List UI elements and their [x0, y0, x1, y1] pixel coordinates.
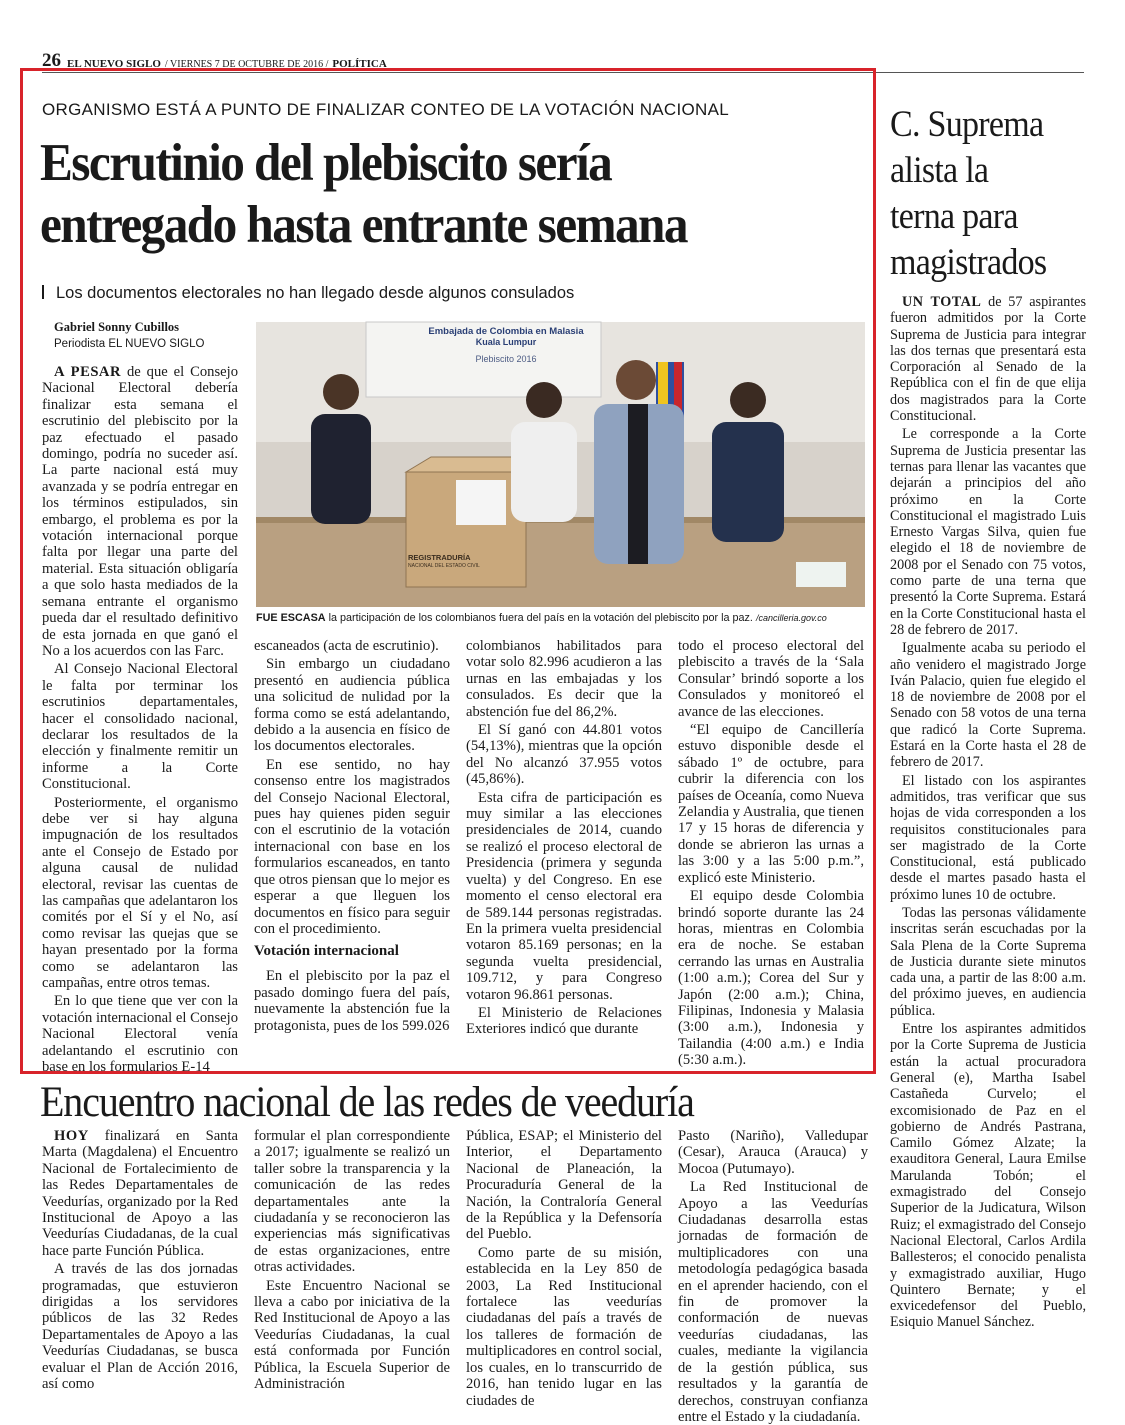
caption-text: la participación de los colombianos fuera del país en la votación del plebiscito por la paz. [325, 612, 753, 624]
banner-line-1: Embajada de Colombia en Malasia [428, 326, 584, 337]
paragraph: “El equipo de Cancillería estuvo disponible desde el sábado 1º de octubre, para cubrir la diferencia con los países de Oceanía, como Nueva Zelandia y Australia, que tienen 17 y 15 horas de diferencia y donde se abrieron las urnas a las 3:00 y a las 5:00 p.m.”, explicó este Ministerio. [678, 722, 865, 886]
paragraph: Como parte de su misión, establecida en la Ley 850 de 2003, La Red Institucional fortalece las veedurías ciudadanas del país a través de los talleres de formación de multiplicadores en control social, los cuales, en lo transcurrido de 2016, han tenido lugar en las ciudades de [466, 1244, 662, 1409]
main-article-column-1 [42, 364, 238, 1076]
paragraph: En lo que tiene que ver con la votación internacional el Consejo Nacional Electoral venía adelantando el escrutinio con base en los formularios E-14 [42, 993, 238, 1076]
paragraph: En el plebiscito por la paz el pasado domingo fuera del país, nuevamente la abstención fue la protagonista, pues de los 599.026 [254, 968, 450, 1034]
banner-line-3: Plebiscito 2016 [475, 354, 537, 364]
paragraph: A PESAR de que el Consejo Nacional Electoral debería finalizar esta semana el escrutinio del plebiscito por la paz efectuado el pasado domingo, podría no suceder así. La parte nacional está muy avanzada y se podría entregar en los términos estipulados, sin embargo, el problema es por la votación internacional porque falta por llegar una parte del material. Esta situación obligaría a que solo hasta mediados de la semana entrante el organismo pueda dar el resultado definitivo de esta jornada en que ganó el No a los acuerdos con las Farc. [42, 364, 238, 659]
paragraph: El Sí ganó con 44.801 votos (54,13%), mientras que la opción del No alcanzó 37.955 votos (45,86%). [466, 722, 662, 788]
paragraph: Posteriormente, el organismo debe ver si hay alguna impugnación de los resultados ante el Consejo de Estado por alguna causal de nulidad electoral, revisar las cuentas de las campañas que adelantaron los comités por el Sí y el No, así como revisar las quejas que se hayan presentado por la forma como se adelantaron las campañas, entre otros temas. [42, 794, 238, 992]
paragraph: El equipo desde Colombia brindó soporte durante las 24 horas, mientras en Colombia era de noche. Se estaban cerrando las urnas en Australia (1:00 a.m.); Corea del Sur y Japón (2:00 a.m.); China, Filipinas, Indonesia y Malasia (3:00 a.m.), Indonesia y Tailandia (4:00 a.m.) e India (5:30 a.m.). [678, 888, 864, 1069]
paragraph: escaneados (acta de escrutinio). [254, 638, 439, 654]
paper-name: EL NUEVO SIGLO [67, 58, 161, 70]
paragraph: UN TOTAL de 57 aspirantes fueron admitidos por la Corte Suprema de Justicia para integrar las dos ternas que presentará esta Corporación al Senado de la República con el fin de que elija dos magistrados para la Corte Constitucional. [890, 294, 1086, 425]
bottom-article-headline: Encuentro nacional de las redes de veeduría [40, 1079, 694, 1126]
bottom-article-column-4 [678, 1128, 868, 1425]
ballot-box-label [408, 554, 488, 570]
side-headline-line: terna para [890, 196, 1018, 237]
main-article-column-3 [466, 638, 662, 1064]
folio [42, 50, 1084, 73]
side-headline-line: magistrados [890, 242, 1047, 283]
paragraph: Esta cifra de participación es muy similar a las elecciones presidenciales de 2014, cuando se realizó el proceso electoral de Presidencia (primera y segunda vuelta) y del Congreso. En ese momento el censo electoral era de 589.144 personas registradas. En la primera vuelta presidencial votaron 85.169 personas; en la segunda vuelta presidencial, 109.712, y para Congreso votaron 96.861 personas. [466, 789, 662, 1003]
paragraph: Pública, ESAP; el Ministerio del Interior, el Departamento Nacional de Planeación, la Procuraduría General de la Nación, la Contraloría General de la República y la Defensoría del Pueblo. [466, 1128, 662, 1243]
headline-line-1: Escrutinio del plebiscito sería [40, 134, 612, 192]
bottom-article-column-3 [466, 1128, 662, 1409]
paragraph: Le corresponde a la Corte Suprema de Justicia presentar las ternas para llenar las vacantes que dejarán a principios del año próximo en la Corte Constitucional el magistrado Luis Ernesto Vargas Silva, quien fue elegido el 18 de noviembre de 2008 por el Senado con 75 votos, como parte de una terna que presentó la Corte Suprema. Estará en la Corte Constitucional hasta el 28 de febrero de 2017. [890, 426, 1086, 638]
subheadline-text: Los documentos electorales no han llegado desde algunos consulados [56, 284, 575, 302]
banner-line-2: Kuala Lumpur [475, 337, 537, 347]
paragraph: Sin embargo un ciudadano presentó en audiencia pública una solicitud de nulidad por la forma como se está adelantando, debido a la ausencia en físico de los documentos electorales. [254, 656, 450, 755]
main-article-column-2 [254, 638, 450, 1064]
caption-lead: FUE ESCASA [256, 612, 326, 624]
side-headline-line: C. Suprema [890, 104, 1044, 145]
paragraph: colombianos habilitados para votar solo 82.996 acudieron a las urnas en las embajadas y los consulados. Es decir que la abstención fue del 86,2%. [466, 638, 662, 720]
headline [40, 132, 812, 256]
paragraph: En ese sentido, no hay consenso entre los magistrados del Consejo Nacional Electoral, pues hay quienes piden seguir con el escrutinio de la votación internacional con base en los formularios escaneados, en tanto que otros piensan que lo mejor es esperar a que lleguen los documentos en físico para seguir con el procedimiento. [254, 756, 450, 937]
paragraph: Al Consejo Nacional Electoral le falta por terminar los escrutinios departamentales, hacer el consolidado nacional, declarar los resultados de la elección y finalmente remitir un informe a la Corte Constitucional. [42, 661, 238, 793]
ballot-label-2: NACIONAL DEL ESTADO CIVIL [408, 563, 480, 569]
paragraph: Pasto (Nariño), Valledupar (Cesar), Arauca (Arauca) y Mocoa (Putumayo). [678, 1128, 868, 1177]
side-article-body [890, 294, 1086, 1400]
paragraph: El Ministerio de Relaciones Exteriores indicó que durante [466, 1004, 662, 1038]
ballot-label-1: REGISTRADURÍA [408, 553, 471, 562]
author-role: Periodista EL NUEVO SIGLO [54, 338, 205, 350]
side-headline-line: alista la [890, 150, 989, 191]
side-article-headline [890, 102, 1074, 286]
paragraph: Todas las personas válidamente inscritas serán escuchadas por la Sala Plena de la Corte Suprema de Justicia durante siete minutos cada una, a partir de las 8:00 a.m. del próximo jueves, en audiencia pública. [890, 904, 1086, 1019]
headline-line-2: entregado hasta entrante semana [40, 196, 687, 254]
kicker: ORGANISMO ESTÁ A PUNTO DE FINALIZAR CONTEO DE LA VOTACIÓN NACIONAL [42, 100, 730, 119]
bottom-article-column-2 [254, 1128, 450, 1404]
subheadline [42, 284, 574, 303]
caption-credit: /cancilleria.gov.co [755, 613, 827, 623]
folio-date: / VIERNES 7 DE OCTUBRE DE 2016 / [164, 59, 329, 70]
section-subhead: Votación internacional [254, 943, 399, 960]
paragraph: A través de las dos jornadas programadas, que estuvieron dirigidas a los servidores públicos de las 32 Redes Departamentales de Apoyo a las Veedurías Ciudadanas, se busca evaluar el Plan de Acción 2016, así como [42, 1261, 238, 1393]
subheadline-bar [42, 285, 44, 299]
lead-in: UN TOTAL [902, 294, 982, 310]
paragraph: La Red Institucional de Apoyo a las Veedurías Ciudadanas desarrolla estas jornadas de formación de multiplicadores con una metodología pedagógica basada en el aprender haciendo, con el fin de promover la conformación de nuevas veedurías ciudadanas, las cuales, mediante la vigilancia de la gestión pública, sus resultados y la garantía de derechos, construyan confianza entre el Estado y la ciudadanía. [678, 1179, 868, 1425]
byline [54, 320, 254, 350]
paragraph: Este Encuentro Nacional se lleva a cabo por iniciativa de la Red Institucional de Apoyo a las Veedurías Ciudadanas, la cual está conformada por Función Pública, la Escuela Superior de Administración [254, 1277, 450, 1393]
author-name: Gabriel Sonny Cubillos [54, 320, 180, 334]
folio-section: POLÍTICA [332, 58, 387, 70]
paragraph: El listado con los aspirantes admitidos, tras verificar que sus hojas de vida corresponden a los requisitos constitucionales para ser magistrado de la Corte Constitucional, está publicado desde el martes pasado hasta el próximo lunes 10 de octubre. [890, 772, 1086, 903]
lead-in: HOY [54, 1128, 89, 1144]
news-photo [256, 322, 865, 607]
paragraph: todo el proceso electoral del plebiscito a través de la ‘Sala Consular’ brindó soporte a los Consulados y monitoreó el avance de las elecciones. [678, 638, 864, 720]
paragraph: HOY finalizará en Santa Marta (Magdalena) el Encuentro Nacional de Fortalecimiento de las Redes Departamentales de Veedurías, organizado por la Red Institucional de Apoyo a las Veedurías Ciudadanas, de la cual hace parte Función Pública. [42, 1128, 238, 1259]
paragraph: Entre los aspirantes admitidos por la Corte Suprema de Justicia están la actual procuradora General (e), Martha Isabel Castañeda Curvelo; el excomisionado de Paz en el gobierno de Andrés Pastrana, Camilo Gómez Alzate; la exauditora General, Laura Emilse Marulanda Tobón; el exmagistrado del Consejo Superior de la Judicatura, Wilson Ruiz; el exmagistrado del Consejo Nacional Electoral, Carlos Ardila Ballesteros; el conocido penalista y exmagistrado auxiliar, Hugo Quintero Bernate; y el exvicedefensor del Pueblo, Esiquio Manuel Sánchez. [890, 1021, 1086, 1331]
paragraph: Igualmente acaba su periodo el año venidero el magistrado Jorge Iván Palacio, quien fue elegido el 18 de noviembre de 2008 por el Senado con 58 votos de una terna que radicó la Corte Suprema. Estará en la Corte hasta el 28 de febrero de 2017. [890, 640, 1086, 771]
photo-banner [406, 326, 606, 365]
lead-in: A PESAR [54, 364, 122, 380]
page-number: 26 [42, 50, 61, 71]
photo-caption [256, 612, 868, 624]
main-article-column-4 [678, 638, 865, 1069]
paragraph: formular el plan correspondiente a 2017; igualmente se realizó un taller sobre la transparencia y la comunicación de las redes departamentales ante la ciudadanía y se reconocieron las experiencias más significativas de estas organizaciones, entre otras actividades. [254, 1128, 450, 1276]
bottom-article-column-1 [42, 1128, 238, 1404]
